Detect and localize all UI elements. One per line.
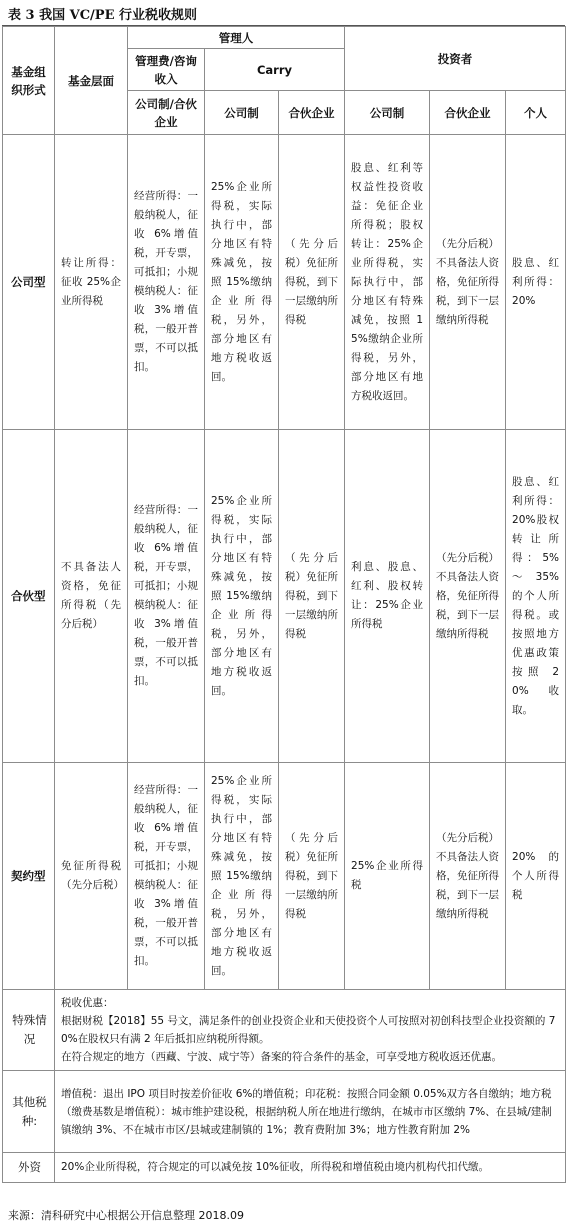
- sub-header-investor-individual: 个人: [506, 91, 566, 135]
- special-label: 特殊情况: [3, 990, 55, 1071]
- other-label: 其他税种:: [3, 1071, 55, 1153]
- cell-investor-partnership: （先分后税）不具备法人资格，免征所得税，到下一层缴纳所得税: [430, 135, 506, 430]
- foreign-cell: 20%企业所得税，符合规定的可以减免按 10%征收，所得税和增值税由境内机构代扣代缴。: [55, 1153, 566, 1183]
- cell-carry-company: 25%企业所得税，实际执行中，部分地区有特殊减免，按照 15%缴纳企业所得税，另外，部分地区有地方税收返回。: [205, 135, 279, 430]
- cell-carry-company: 25%企业所得税，实际执行中，部分地区有特殊减免，按照 15%缴纳企业所得税，另外，部分地区有地方税收返回。: [205, 430, 279, 763]
- special-cell: [55, 990, 566, 1071]
- header-org-form: 基金组织形式: [3, 27, 55, 135]
- table-row: [3, 763, 566, 990]
- cell-investor-partnership: （先分后税）不具备法人资格，免征所得税，到下一层缴纳所得税: [430, 763, 506, 990]
- cell-investor-company: 利息、股息、红利、股权转让：25%企业所得税: [345, 430, 430, 763]
- cell-carry-partnership: （先分后税）免征所得税，到下一层缴纳所得税: [279, 430, 345, 763]
- special-line-3: 在符合规定的地方（西藏、宁波、咸宁等）备案的符合条件的基金，可享受地方税收返还优惠。: [61, 1051, 502, 1063]
- cell-investor-partnership: （先分后税）不具备法人资格，免征所得税，到下一层缴纳所得税: [430, 430, 506, 763]
- other-cell: 增值税：退出 IPO 项目时按差价征收 6%的增值税；印花税：按照合同金额 0.05%双方各自缴纳；地方税（缴费基数是增值税）：城市维护建设税，根据纳税人所在地进行缴纳，在城市市区缴纳 7%、在县城/建制镇缴纳 3%、不在城市市区/县城或建制镇的 1%；教育费附加 3%；地方性教育附加 2%: [55, 1071, 566, 1153]
- cell-fund-level: 免征所得税（先分后税）: [55, 763, 128, 990]
- sub-header-carry-partnership: 合伙企业: [279, 91, 345, 135]
- cell-carry-partnership: （先分后税）免征所得税，到下一层缴纳所得税: [279, 135, 345, 430]
- cell-mgmt-fee: 经营所得：一般纳税人，征收 6%增值税，开专票，可抵扣；小规模纳税人：征收 3%增值税，一般开普票，不可以抵扣。: [128, 135, 205, 430]
- header-investor: 投资者: [345, 27, 566, 91]
- source-note: 来源：清科研究中心根据公开信息整理 2018.09: [8, 1209, 244, 1222]
- cell-mgmt-fee: 经营所得：一般纳税人，征收 6%增值税，开专票，可抵扣；小规模纳税人：征收 3%增值税，一般开普票，不可以抵扣。: [128, 430, 205, 763]
- table-row: [3, 430, 566, 763]
- special-line-2: 根据财税【2018】55 号文，满足条件的创业投资企业和天使投资个人可按照对初创科技型企业投资额的 70%在股权只有满 2 年后抵扣应纳税所得额。: [61, 1015, 556, 1045]
- cell-fund-level: 转让所得：征收 25%企业所得税: [55, 135, 128, 430]
- cell-mgmt-fee: 经营所得：一般纳税人，征收 6%增值税，开专票，可抵扣；小规模纳税人：征收 3%增值税，一般开普票，不可以抵扣。: [128, 763, 205, 990]
- header-manager: 管理人: [128, 27, 345, 49]
- cell-carry-company: 25%企业所得税，实际执行中，部分地区有特殊减免，按照 15%缴纳企业所得税，另外，部分地区有地方税收返回。: [205, 763, 279, 990]
- foreign-row: [3, 1153, 566, 1183]
- row-label-contract: 契约型: [3, 763, 55, 990]
- sub-header-investor-partnership: 合伙企业: [430, 91, 506, 135]
- tax-rules-table: [2, 26, 566, 1183]
- other-row: [3, 1071, 566, 1153]
- foreign-label: 外资: [3, 1153, 55, 1183]
- table-title: 表 3 我国 VC/PE 行业税收规则: [8, 8, 198, 23]
- cell-investor-individual: 20% 的个人所得税: [506, 763, 566, 990]
- special-line-1: 税收优惠：: [61, 997, 114, 1009]
- cell-fund-level: 不具备法人资格，免征所得税（先分后税）: [55, 430, 128, 763]
- row-label-partnership: 合伙型: [3, 430, 55, 763]
- sub-header-company-partnership: 公司制/合伙企业: [128, 91, 205, 135]
- table-row: [3, 135, 566, 430]
- cell-investor-company: 25%企业所得税: [345, 763, 430, 990]
- sub-header-carry-company: 公司制: [205, 91, 279, 135]
- header-mgmt-fee: 管理费/咨询收入: [128, 49, 205, 91]
- cell-investor-individual: 股息、红利所得：20%: [506, 135, 566, 430]
- row-label-company: 公司型: [3, 135, 55, 430]
- sub-header-investor-company: 公司制: [345, 91, 430, 135]
- special-row: [3, 990, 566, 1071]
- header-carry: Carry: [205, 49, 345, 91]
- cell-investor-individual: 股息、红利所得：20%股权转让所得：5% ～ 35% 的个人所得税。或按照地方优惠政策按照 20% 收取。: [506, 430, 566, 763]
- header-fund-level: 基金层面: [55, 27, 128, 135]
- cell-investor-company: 股息、红利等权益性投资收益：免征企业所得税；股权转让：25%企业所得税，实际执行中，部分地区有特殊减免，按照 15%缴纳企业所得税，另外，部分地区有地方税收返回。: [345, 135, 430, 430]
- cell-carry-partnership: （先分后税）免征所得税，到下一层缴纳所得税: [279, 763, 345, 990]
